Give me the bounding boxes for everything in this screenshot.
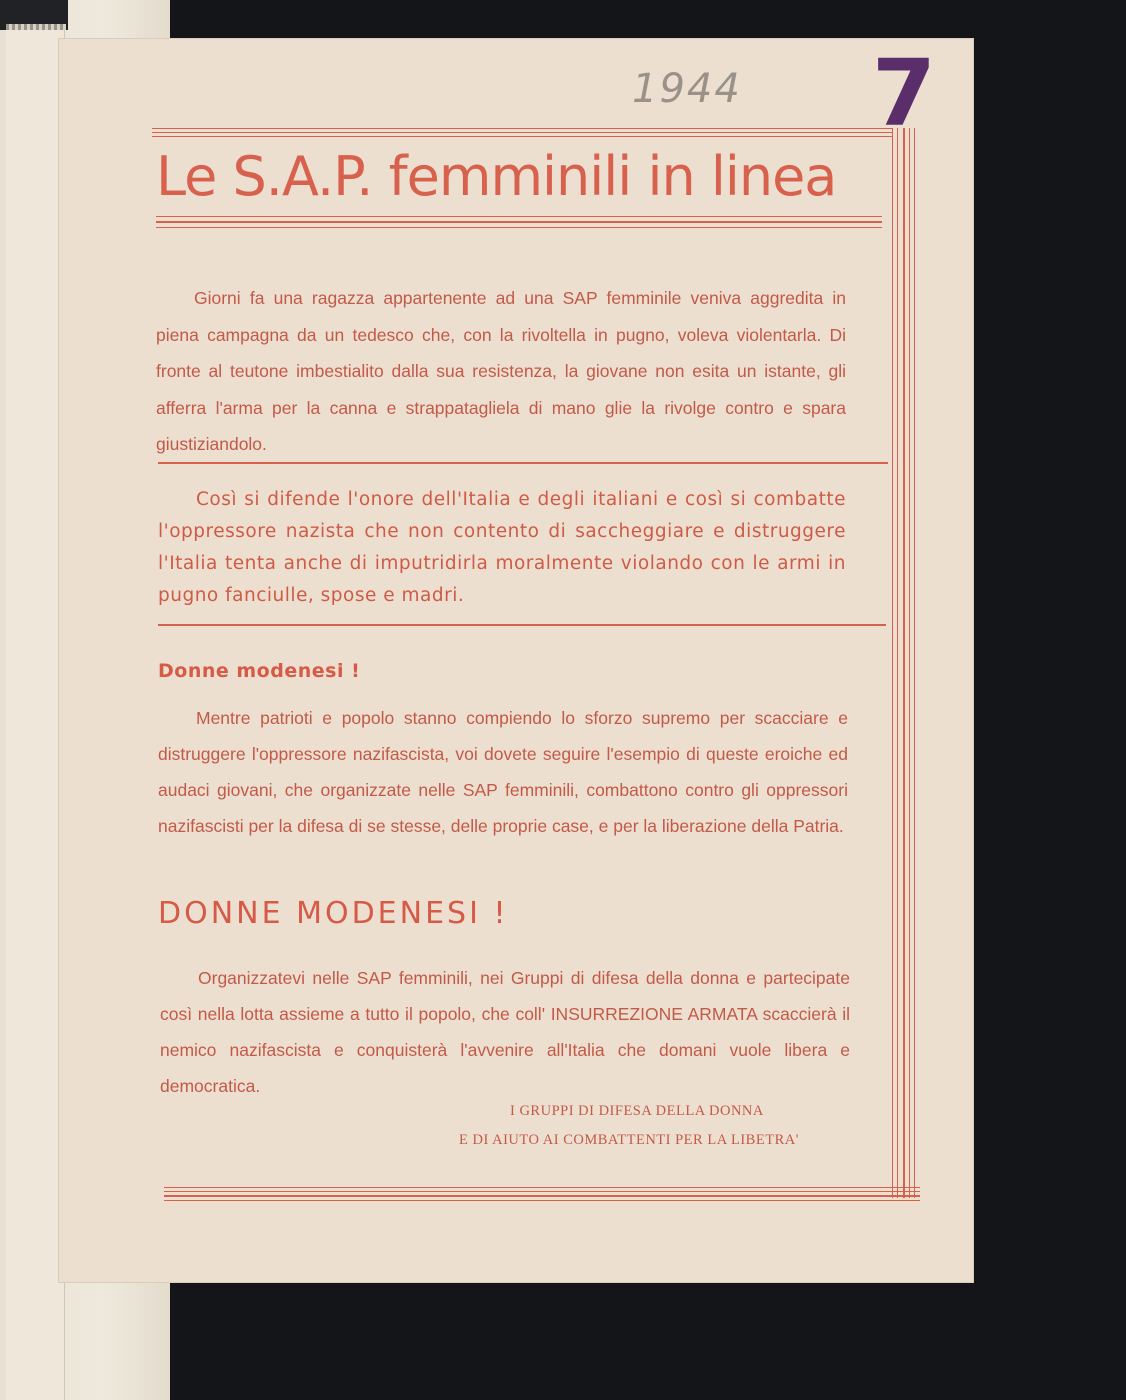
- right-border-line-3: [903, 128, 905, 1198]
- heading-donne-modenesi-caps: DONNE MODENESI !: [158, 896, 509, 931]
- right-border-line-2: [897, 128, 898, 1198]
- bottom-rule-1: [164, 1187, 920, 1188]
- signature-line-1: I GRUPPI DI DIFESA DELLA DONNA: [510, 1103, 764, 1119]
- heading-donne-modenesi: Donne modenesi !: [158, 660, 361, 682]
- right-border-line-1: [892, 128, 893, 1198]
- signature-line-2: E DI AIUTO AI COMBATTENTI PER LA LIBETRA': [459, 1132, 799, 1148]
- book-page-edge: [6, 28, 65, 1400]
- paragraph-story: Giorni fa una ragazza appartenente ad una SAP femminile veniva aggredita in piena campagna da un tedesco che, con la rivoltella in pugno, voleva violentarla. Di fronte al teutone imbestialito dalla sua resistenza, la giovane non esita un istante, gli afferra l'arma per la canna e strappatagliela di mano glie la rivolge contro e spara giustiziandolo.: [156, 288, 846, 454]
- right-border-line-4: [909, 128, 910, 1198]
- page-title: Le S.A.P. femminili in linea: [156, 145, 837, 208]
- section-divider-1: [158, 462, 888, 464]
- bottom-rule-2: [164, 1191, 920, 1192]
- book-binding: [0, 0, 68, 30]
- paragraph-call-to-action: Mentre patrioti e popolo stanno compiendo lo sforzo supremo per scacciare e distruggere l'oppressore nazifascista, voi dovete seguire l'esempio di queste eroiche ed audaci giovani, che organizzate nelle SAP femminili, combattono contro gli oppressori nazifascisti per la difesa di se stesse, delle proprie case, e per la liberazione della Patria.: [158, 708, 848, 836]
- title-bottom-rule-2: [156, 221, 882, 223]
- title-top-rule-1: [152, 128, 892, 129]
- paragraph-appeal: Così si difende l'onore dell'Italia e degli italiani e così si combatte l'oppressore nazista che non contento di saccheggiare e distruggere l'Italia tenta anche di imputridirla moralmente violando con le armi in pugno fanciulle, spose e madri.: [158, 489, 846, 606]
- title-bottom-rule-3: [156, 227, 882, 228]
- bottom-rule-3: [164, 1195, 920, 1197]
- title-top-rule-3: [152, 136, 892, 137]
- handwritten-year: 1944: [632, 66, 742, 112]
- binding-stitch: [6, 24, 66, 30]
- page-number-stamp: 7: [872, 40, 937, 147]
- section-divider-2: [158, 624, 886, 626]
- paragraph-organize: Organizzatevi nelle SAP femminili, nei Gruppi di difesa della donna e partecipate così nella lotta assieme a tutto il popolo, che coll' INSURREZIONE ARMATA scaccierà il nemico nazifascista e conquisterà l'avvenire all'Italia che domani vuole libera e democratica.: [160, 968, 850, 1096]
- bottom-rule-4: [164, 1200, 920, 1201]
- title-top-rule-2: [152, 132, 892, 133]
- title-bottom-rule-1: [156, 216, 882, 217]
- right-border-line-5: [914, 128, 915, 1198]
